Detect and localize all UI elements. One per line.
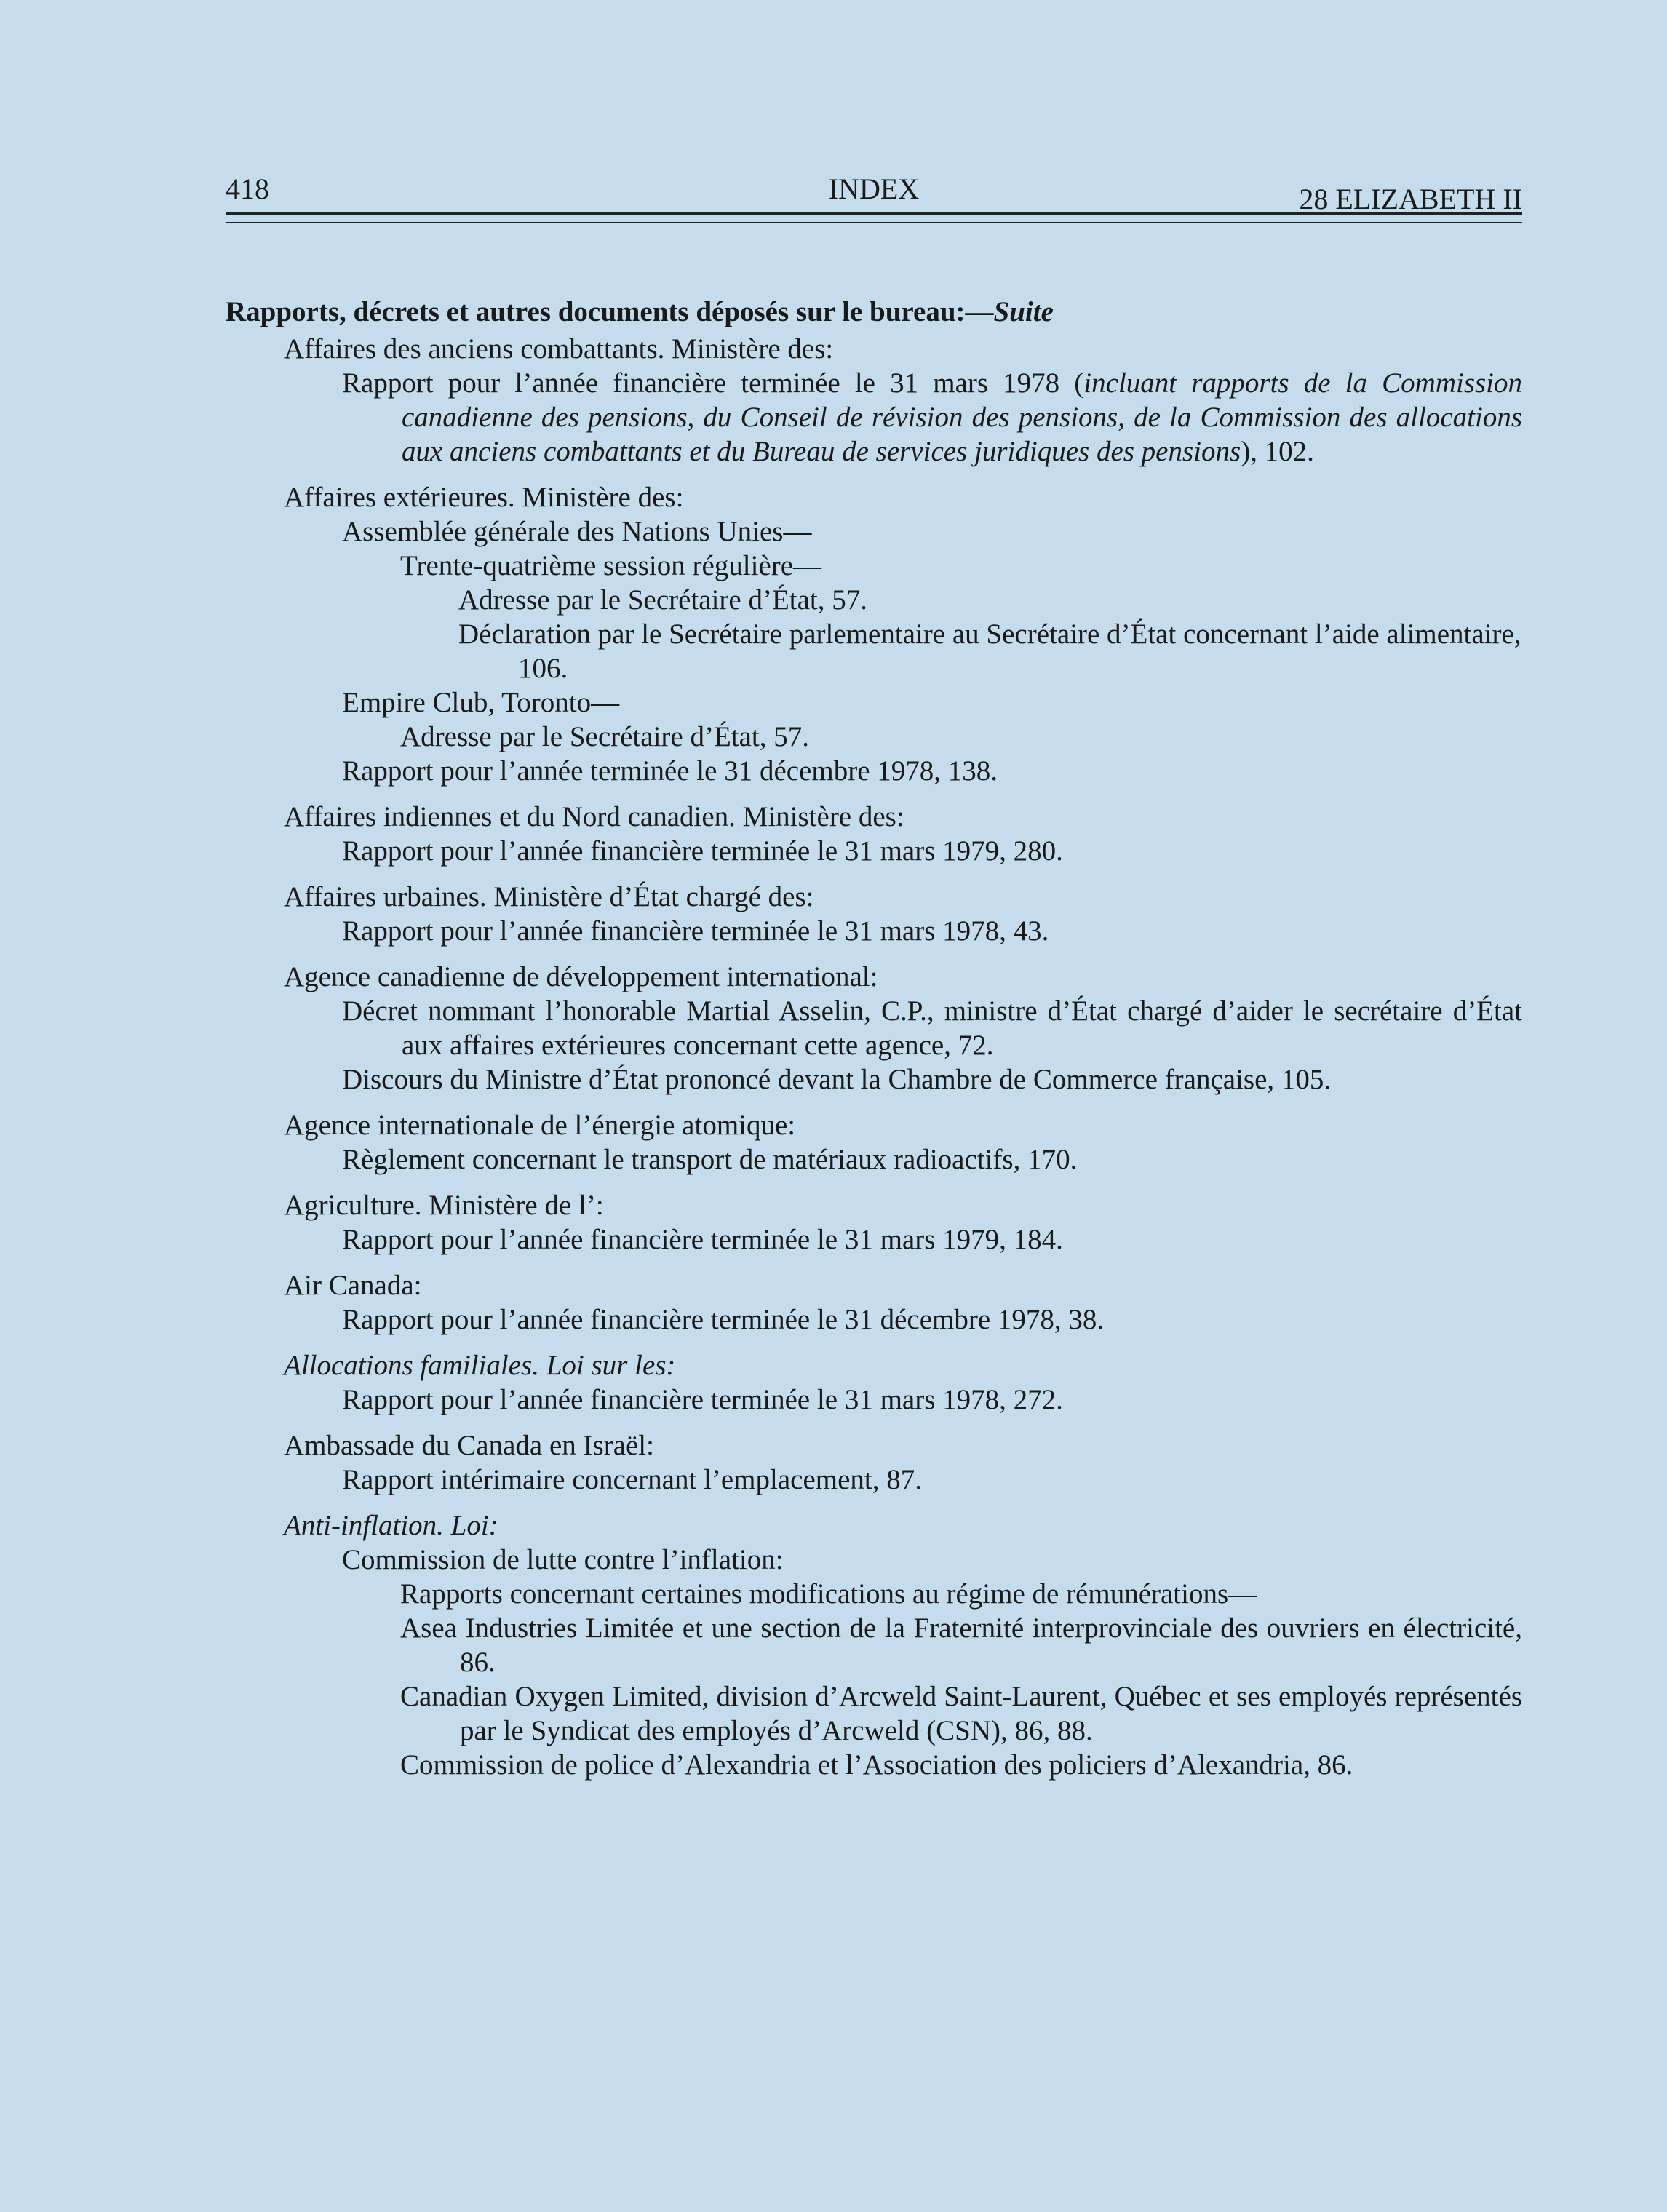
index-entry: Affaires extérieures. Ministère des: [284,482,684,513]
index-entry: Air Canada: [284,1270,422,1301]
index-entry: Rapport pour l’année financière terminée le 31 mars 1978 (incluant rapports de la Commission canadienne des pensions, du Conseil de révision des pensions, de la Commission des allocations aux anciens combattants et du Bureau de services juridiques des pensions), 102. [342,367,1523,467]
index-entry: Empire Club, Toronto— [342,687,620,718]
regnal-year: 28 ELIZABETH II [1299,183,1522,215]
index-entry: Affaires des anciens combattants. Ministère des: [284,333,834,365]
index-entry: Agence canadienne de développement international: [284,961,878,992]
index-entry: Décret nommant l’honorable Martial Asselin, C.P., ministre d’État chargé d’aider le secrétaire d’État aux affaires extérieures concernant cette agence, 72. [342,995,1522,1061]
running-title: INDEX [828,172,920,205]
index-entry: Règlement concernant le transport de matériaux radioactifs, 170. [342,1144,1078,1175]
index-entry: Agence internationale de l’énergie atomique: [284,1110,796,1141]
index-entry: Agriculture. Ministère de l’: [284,1190,604,1221]
header-rule-bottom [226,222,1522,223]
index-entry: Adresse par le Secrétaire d’État, 57. [458,584,867,616]
index-entry: Trente-quatrième session régulière— [400,550,822,581]
index-entry: Rapport pour l’année financière terminée le 31 mars 1978, 43. [342,915,1049,947]
section-heading: Rapports, décrets et autres documents déposés sur le bureau:—Suite [226,296,1054,327]
page-header [226,169,1522,215]
index-entry: Rapport pour l’année financière terminée le 31 mars 1979, 184. [342,1224,1063,1255]
index-entry: Rapport pour l’année financière terminée le 31 mars 1979, 280. [342,835,1063,867]
index-entry: Canadian Oxygen Limited, division d’Arcweld Saint-Laurent, Québec et ses employés représentés par le Syndicat des employés d’Arcweld (CSN), 86, 88. [400,1681,1522,1746]
heading-suite: Suite [993,296,1054,327]
index-entry: Rapport pour l’année financière terminée le 31 mars 1978, 272. [342,1384,1063,1415]
index-entry: Anti-inflation. Loi: [284,1510,498,1541]
index-entry: Discours du Ministre d’État prononcé devant la Chambre de Commerce française, 105. [342,1064,1332,1095]
index-entry: Commission de police d’Alexandria et l’Association des policiers d’Alexandria, 86. [400,1749,1353,1781]
page-number: 418 [226,172,269,205]
index-entry: Rapport pour l’année financière terminée le 31 décembre 1978, 38. [342,1304,1105,1335]
index-entry: Adresse par le Secrétaire d’État, 57. [400,721,809,752]
index-entry: Rapports concernant certaines modifications au régime de rémunérations— [400,1578,1257,1610]
index-entry: Allocations familiales. Loi sur les: [284,1350,676,1381]
index-entry: Rapport pour l’année terminée le 31 décembre 1978, 138. [342,755,998,787]
index-entry: Ambassade du Canada en Israël: [284,1430,654,1461]
index-entry: Commission de lutte contre l’inflation: [342,1544,784,1575]
header-rule-top [226,212,1522,215]
index-entry: Rapport intérimaire concernant l’emplacement, 87. [342,1464,923,1495]
index-entry: Asea Industries Limitée et une section de la Fraternité interprovinciale des ouvriers en électricité, 86. [400,1612,1522,1678]
index-entry: Déclaration par le Secrétaire parlementaire au Secrétaire d’État concernant l’aide alimentaire, 106. [458,618,1521,684]
index-content [226,295,1522,1782]
index-entry: Assemblée générale des Nations Unies— [342,516,812,547]
index-entry: Affaires indiennes et du Nord canadien. Ministère des: [284,801,904,832]
index-entry: Affaires urbaines. Ministère d’État chargé des: [284,881,814,912]
